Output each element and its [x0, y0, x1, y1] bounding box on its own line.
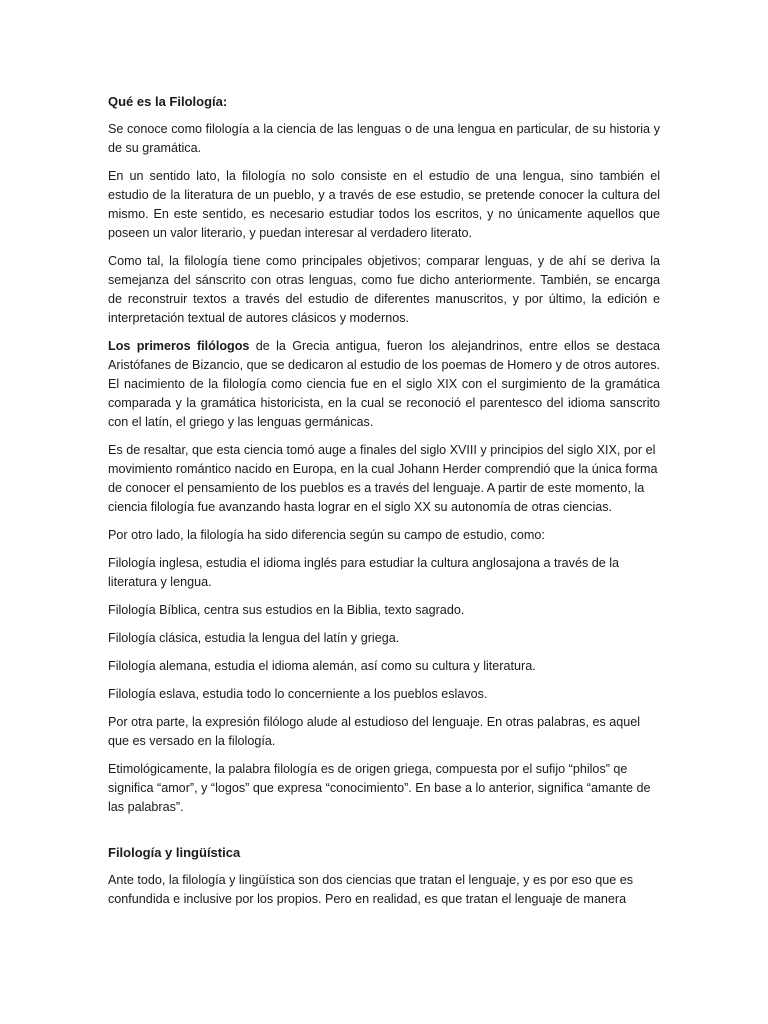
- paragraph: [108, 337, 660, 432]
- bold-lead-text: Los primeros filólogos: [108, 339, 250, 353]
- paragraph: Es de resaltar, que esta ciencia tomó auge a finales del siglo XVIII y principios del siglo XIX, por el movimiento romántico nacido en Europa, en la cual Johann Herder comprendió que la única forma de conocer el pensamiento de los pueblos es a través del lenguaje. A partir de este momento, la ciencia filología fue avanzando hasta lograr en el siglo XX su autonomía de otras ciencias.: [108, 443, 658, 514]
- paragraph: Se conoce como filología a la ciencia de las lenguas o de una lengua en particular, de su historia y de su gramática.: [108, 122, 660, 155]
- paragraph: Etimológicamente, la palabra filología es de origen griega, compuesta por el sufijo “philos” qe significa “amor”, y “logos” que expresa “conocimiento”. En base a lo anterior, significa “amante de las palabras”.: [108, 762, 651, 814]
- paragraph: Ante todo, la filología y lingüística son dos ciencias que tratan el lenguaje, y es por eso que es confundida e inclusive por los propios. Pero en realidad, es que tratan el lenguaje de manera: [108, 873, 634, 906]
- list-item: Filología clásica, estudia la lengua del latín y griega.: [108, 631, 400, 645]
- paragraph: Por otra parte, la expresión filólogo alude al estudioso del lenguaje. En otras palabras, es aquel que es versado en la filología.: [108, 715, 641, 748]
- paragraph-text: de la Grecia antigua, fueron los alejandrinos, entre ellos se destaca Aristófanes de Bizancio, que se dedicaron al estudio de los poemas de Homero y de otros autores. El nacimiento de la filología como ciencia fue en el siglo XIX con el surgimiento de la gramática comparada y la gramática historicista, en la cual se reconoció el parentesco del idioma sanscrito con el latín, el griego y las lenguas germánicas.: [108, 339, 660, 429]
- paragraph: Como tal, la filología tiene como principales objetivos; comparar lenguas, y de ahí se deriva la semejanza del sánscrito con otras lenguas, como fue dicho anteriormente. También, se encarga de reconstruir textos a través del estudio de diferentes manuscritos, y por último, la edición e interpretación textual de autores clásicos y modernos.: [108, 254, 660, 325]
- paragraph: Por otro lado, la filología ha sido diferencia según su campo de estudio, como:: [108, 528, 545, 542]
- list-item: Filología eslava, estudia todo lo concerniente a los pueblos eslavos.: [108, 687, 488, 701]
- list-item: Filología Bíblica, centra sus estudios en la Biblia, texto sagrado.: [108, 603, 465, 617]
- page-title: Qué es la Filología:: [108, 94, 228, 109]
- paragraph: En un sentido lato, la filología no solo consiste en el estudio de una lengua, sino también el estudio de la literatura de un pueblo, y a través de ese estudio, se pretende conocer la cultura del mismo. En este sentido, es necesario estudiar todos los escritos, y no únicamente aquellos que poseen un valor literario, y puedan interesar al verdadero literato.: [108, 169, 660, 240]
- list-item: Filología inglesa, estudia el idioma inglés para estudiar la cultura anglosajona a través de la literatura y lengua.: [108, 556, 620, 589]
- list-item: Filología alemana, estudia el idioma alemán, así como su cultura y literatura.: [108, 659, 536, 673]
- section-heading: Filología y lingüística: [108, 845, 241, 860]
